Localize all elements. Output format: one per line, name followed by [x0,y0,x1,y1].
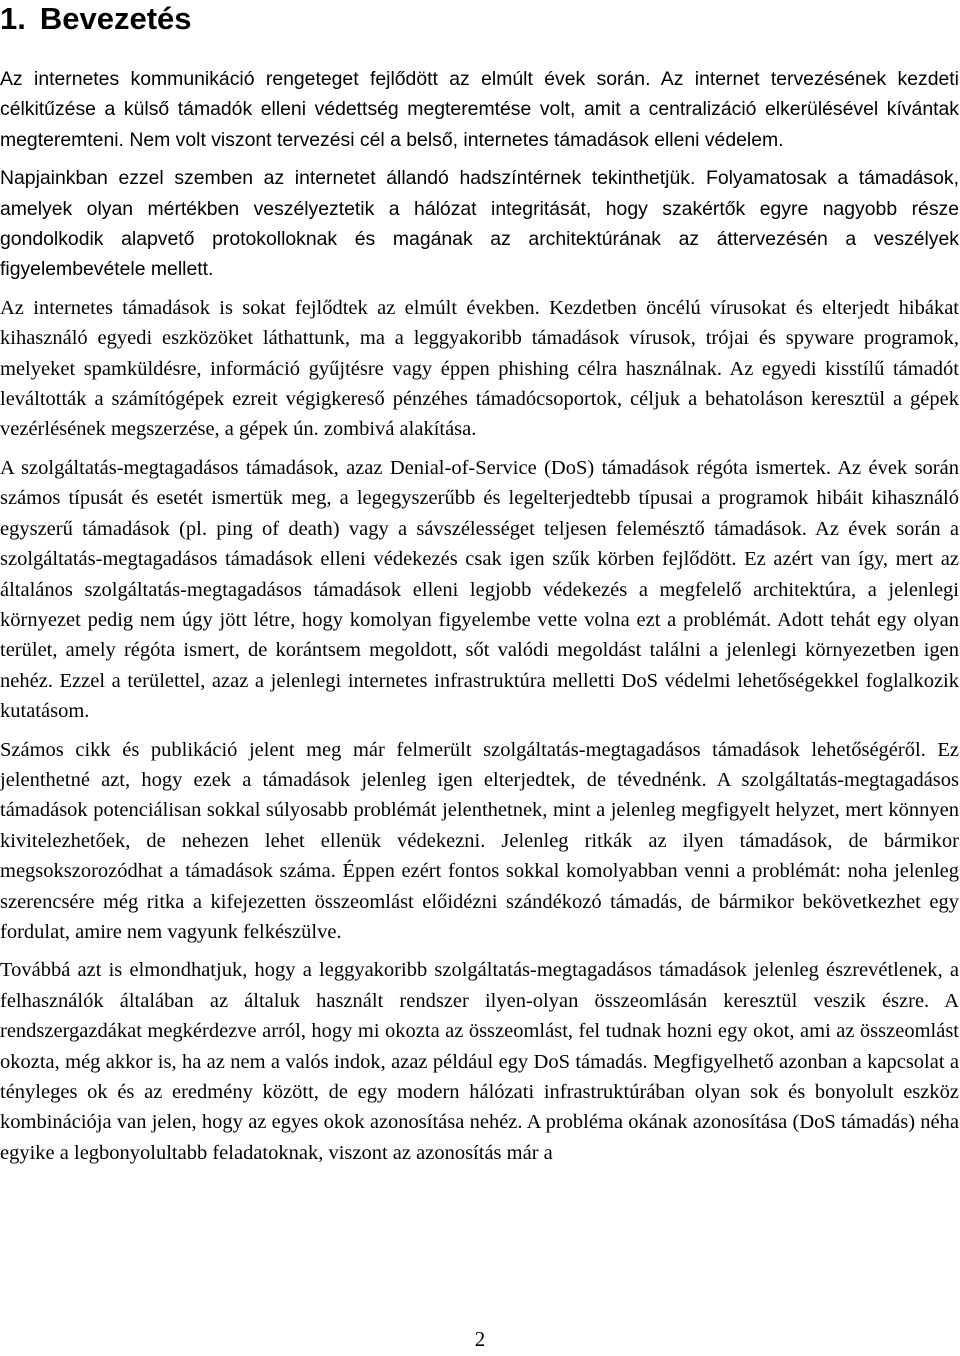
paragraph-1: Az internetes kommunikáció rengeteget fejlődött az elmúlt évek során. Az internet tervezésének kezdeti célkitűzése a külső támadók elleni védettség megteremtése volt, amit a centralizáció elkerülésével kívántak megteremteni. Nem volt viszont tervezési cél a belső, internetes támadások elleni védelem. [0,68,959,151]
paragraph-3: Az internetes támadások is sokat fejlődtek az elmúlt években. Kezdetben öncélú vírusokat és elterjedt hibákat kihasználó egyedi eszközöket láthattunk, ma a leggyakoribb támadások vírusok, trójai és spyware programok, melyeket spamküldésre, információ gyűjtésre vagy éppen phishing célra használnak. Az egyedi kisstílű támadót leváltották a számítógépek ezreit végigkereső pénzéhes támadócsoportok, céljuk a behatoláson keresztül a gépek vezérlésének megszerzése, a gépek ún. zombivá alakítása. [0,296,959,441]
paragraph-5: Számos cikk és publikáció jelent meg már felmerült szolgáltatás-megtagadásos támadások lehetőségéről. Ez jelenthetné azt, hogy ezek a támadások jelenleg igen elterjedtek, de tévednénk. A szolgáltatás-megtagadásos támadások potenciálisan sokkal súlyosabb problémát jelenthetnek, mint a jelenleg megfigyelt helyzet, mert könnyen kivitelezhetőek, de nehezen lehet ellenük védekezni. Jelenleg ritkák az ilyen támadások, de bármikor megsokszorozódhat a támadások száma. Éppen ezért fontos sokkal komolyabban venni a problémát: noha jelenleg szerencsére még ritka a kifejezetten összeomlást előidézni szándékozó támadás, de bármikor bekövetkezhet egy fordulat, amire nem vagyunk felkészülve. [0,738,959,943]
paragraph-6: Továbbá azt is elmondhatjuk, hogy a leggyakoribb szolgáltatás-megtagadásos támadások jelenleg észrevétlenek, a felhasználók általában az általuk használt rendszer ilyen-olyan összeomlásán keresztül veszik észre. A rendszergazdákat megkérdezve arról, hogy mi okozta az összeomlást, fel tudnak hozni egy okot, ami az összeomlást okozta, még akkor is, ha az nem a valós indok, azaz például egy DoS támadás. Megfigyelhető azonban a kapcsolat a tényleges ok és az eredmény között, de egy modern hálózati infrastruktúrában olyan sok és bonyolult eszköz kombinációja van jelen, hogy az egyes okok azonosítása nehéz. A probléma okának azonosítása (DoS támadás) néha egyike a legbonyolultabb feladatoknak, viszont az azonosítás már a [0,959,959,1164]
page-number: 2 [474,1327,486,1351]
section-heading [0,0,192,38]
section-number: 1. [0,1,26,36]
paragraph-4: A szolgáltatás-megtagadásos támadások, azaz Denial-of-Service (DoS) támadások régóta ismertek. Az évek során számos típusát és esetét ismertük meg, a legegyszerűbb és legelterjedtebb típusai a programok hibáit kihasználó egyszerű támadások (pl. ping of death) vagy a sávszélességet teljesen felemésztő támadások. Az évek során a szolgáltatás-megtagadásos támadások elleni védekezés csak igen szűk körben fejlődött. Ez azért van így, mert az általános szolgáltatás-megtagadásos támadások elleni legjobb védekezés a megfelelő architektúra, a jelenlegi környezet pedig nem úgy jött létre, hogy komolyan figyelembe vette volna ezt a problémát. Adott tehát egy olyan terület, amely régóta ismert, de korántsem megoldott, sőt valódi megoldást találni a jelenlegi környezetben igen nehéz. Ezzel a területtel, azaz a jelenlegi internetes infrastruktúra melletti DoS védelmi lehetőségekkel foglalkozik kutatásom. [0,456,959,723]
paragraph-2: Napjainkban ezzel szemben az internetet állandó hadszíntérnek tekinthetjük. Folyamatosak a támadások, amelyek olyan mértékben veszélyeztetik a hálózat integritását, hogy szakértők egyre nagyobb része gondolkodik alapvető protokolloknak és magának az architektúrának az áttervezésén a veszélyek figyelembevétele mellett. [0,167,959,281]
section-title: Bevezetés [39,1,192,36]
body-text [0,64,959,1176]
